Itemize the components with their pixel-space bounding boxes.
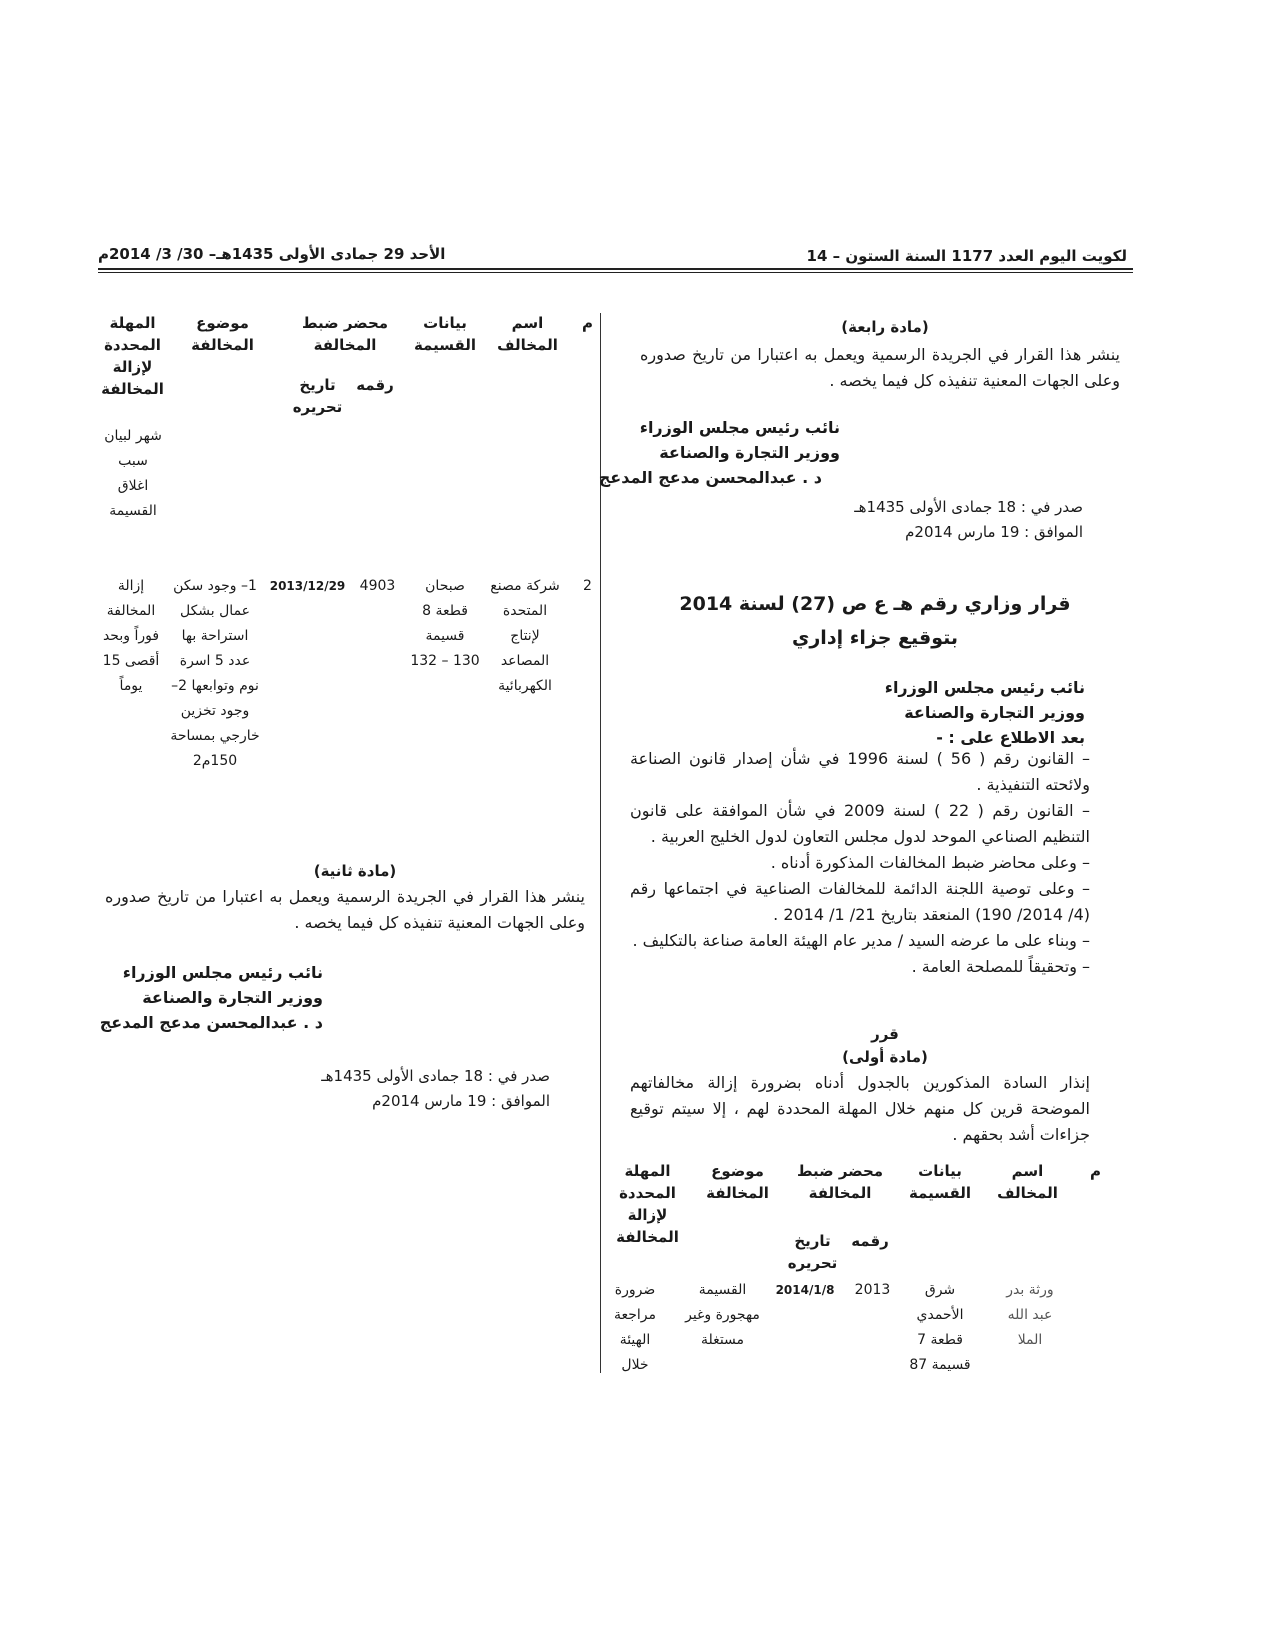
- consideration-item: – وعلى محاضر ضبط المخالفات المذكورة أدناه .: [770, 853, 1090, 872]
- article2-heading: (مادة ثانية): [313, 862, 397, 880]
- issued-line: صدر في : 18 جمادى الأولى 1435هـ: [321, 1067, 550, 1085]
- signature-line: نائب رئيس مجلس الوزراء: [639, 418, 840, 437]
- table-header-name: اسم المخالف: [497, 314, 558, 354]
- table-subheader-date: تاريخ تحريره: [292, 376, 343, 416]
- cell-deadline-continued: شهر لبيان سبب اغلاق القسيمة: [104, 428, 162, 519]
- table-header-plot: بيانات القسيمة: [413, 314, 477, 354]
- table-header-deadline: المهلة المحددة لإزالة المخالفة: [101, 314, 164, 398]
- minister-line: ووزير التجارة والصناعة: [904, 703, 1085, 722]
- issued-left: [321, 1064, 550, 1114]
- cell-name: شركة مصنع المتحدة لإنتاج المصاعد الكهربائية: [490, 578, 560, 694]
- cell-plot: شرق الأحمدي قطعة 7 قسيمة 87: [909, 1282, 971, 1373]
- issued-right: [854, 495, 1083, 545]
- header-rule-bottom: [98, 272, 1133, 273]
- header-left: الأحد 29 جمادى الأولى 1435هـ– 30/ 3/ 2014م: [98, 245, 446, 263]
- after-review: بعد الاطلاع على : -: [936, 728, 1085, 747]
- issued-line: صدر في : 18 جمادى الأولى 1435هـ: [854, 498, 1083, 516]
- cell-deadline: إزالة المخالفة فوراً وبحد أقصى 15 يوماً: [102, 578, 160, 694]
- cell-subject: القسيمة مهجورة وغير مستغلة: [685, 1282, 760, 1348]
- cell-deadline: ضرورة مراجعة الهيئة خلال: [613, 1282, 657, 1373]
- signature-line: د . عبدالمحسن مدعج المدعج: [598, 468, 822, 487]
- cell-date: 2014/1/8: [775, 1283, 835, 1297]
- article4-text: ينشر هذا القرار في الجريدة الرسمية ويعمل به اعتبارا من تاريخ صدوره وعلى الجهات المعنية تنفيذه كل فيما يخصه .: [640, 345, 1120, 390]
- table-header-name: اسم المخالف: [997, 1162, 1058, 1202]
- table-subheader-date: تاريخ تحريره: [787, 1232, 838, 1272]
- header-right: لكويت اليوم العدد 1177 السنة الستون – 14: [806, 247, 1127, 265]
- table-subheader-number: رقمه: [851, 1232, 889, 1250]
- issued-line: الموافق : 19 مارس 2014م: [372, 1092, 550, 1110]
- decree-title: [660, 587, 1090, 655]
- considerations-list: [630, 746, 1090, 980]
- table-header-deadline: المهلة المحددة لإزالة المخالفة: [616, 1162, 679, 1246]
- header-rule-top: [98, 268, 1133, 270]
- table-subheader-number: رقمه: [356, 376, 394, 394]
- decree-title-line: بتوقيع جزاء إداري: [791, 627, 959, 649]
- left-table: [100, 312, 600, 852]
- table-header-record: محضر ضبط المخالفة: [301, 314, 389, 354]
- signature-line: ووزير التجارة والصناعة: [659, 443, 840, 462]
- decree-title-line: قرار وزاري رقم هـ ع ص (27) لسنة 2014: [679, 593, 1071, 615]
- cell-name: ورثة بدر عبد الله الملا: [1006, 1282, 1054, 1348]
- table-header-subject: موضوع المخالفة: [706, 1162, 769, 1202]
- signature-right: [599, 415, 840, 490]
- article1-text: إنذار السادة المذكورين بالجدول أدناه بضرورة إزالة مخالفاتهم الموضحة قرين كل منهم خلال المهلة المحددة لهم ، إلا سيتم توقيع جزاءات أشد بحقهم .: [630, 1073, 1090, 1144]
- table-header-subject: موضوع المخالفة: [191, 314, 254, 354]
- signature-line: نائب رئيس مجلس الوزراء: [122, 963, 323, 982]
- table-header-index: م: [582, 314, 593, 332]
- right-table: [600, 1160, 1120, 1373]
- table-header-plot: بيانات القسيمة: [908, 1162, 972, 1202]
- signature-left: [100, 960, 323, 1035]
- cell-number: 4903: [359, 578, 396, 594]
- consideration-item: – وبناء على ما عرضه السيد / مدير عام الهيئة العامة صناعة بالتكليف .: [632, 931, 1090, 950]
- table-header-index: م: [1090, 1162, 1101, 1180]
- issued-line: الموافق : 19 مارس 2014م: [905, 523, 1083, 541]
- cell-subject: 1– وجود سكن عمال بشكل استراحة بها عدد 5 اسرة نوم وتوابعها 2– وجود تخزين خارجي بمساحة 150م2: [170, 578, 260, 769]
- table-header-record: محضر ضبط المخالفة: [796, 1162, 884, 1202]
- decided-heading: قرر: [871, 1025, 899, 1043]
- article1-heading: (مادة أولى): [842, 1048, 928, 1066]
- consideration-item: – القانون رقم ( 22 ) لسنة 2009 في شأن الموافقة على قانون التنظيم الصناعي الموحد لدول مجلس التعاون لدول الخليج العربية .: [630, 801, 1090, 846]
- consideration-item: – القانون رقم ( 56 ) لسنة 1996 في شأن إصدار قانون الصناعة ولائحته التنفيذية .: [630, 749, 1090, 794]
- consideration-item: – وعلى توصية اللجنة الدائمة للمخالفات الصناعية في اجتماعها رقم (4/ 2014/ 190) المنعقد بتاريخ 21/ 1/ 2014 .: [630, 879, 1090, 924]
- minister-line: نائب رئيس مجلس الوزراء: [884, 678, 1085, 697]
- article4-heading: (مادة رابعة): [841, 318, 929, 336]
- article2-text: ينشر هذا القرار في الجريدة الرسمية ويعمل به اعتبارا من تاريخ صدوره وعلى الجهات المعنية تنفيذه كل فيما يخصه .: [105, 887, 585, 932]
- signature-line: د . عبدالمحسن مدعج المدعج: [99, 1013, 323, 1032]
- cell-number: 2013: [854, 1282, 891, 1298]
- consideration-item: – وتحقيقاً للمصلحة العامة .: [911, 957, 1090, 976]
- cell-plot: صبحان قطعة 8 قسيمة 130 – 132: [410, 578, 480, 669]
- signature-line: ووزير التجارة والصناعة: [142, 988, 323, 1007]
- minister-title: [885, 675, 1085, 750]
- cell-date: 2013/12/29: [269, 579, 346, 593]
- cell-index: 2: [583, 578, 592, 594]
